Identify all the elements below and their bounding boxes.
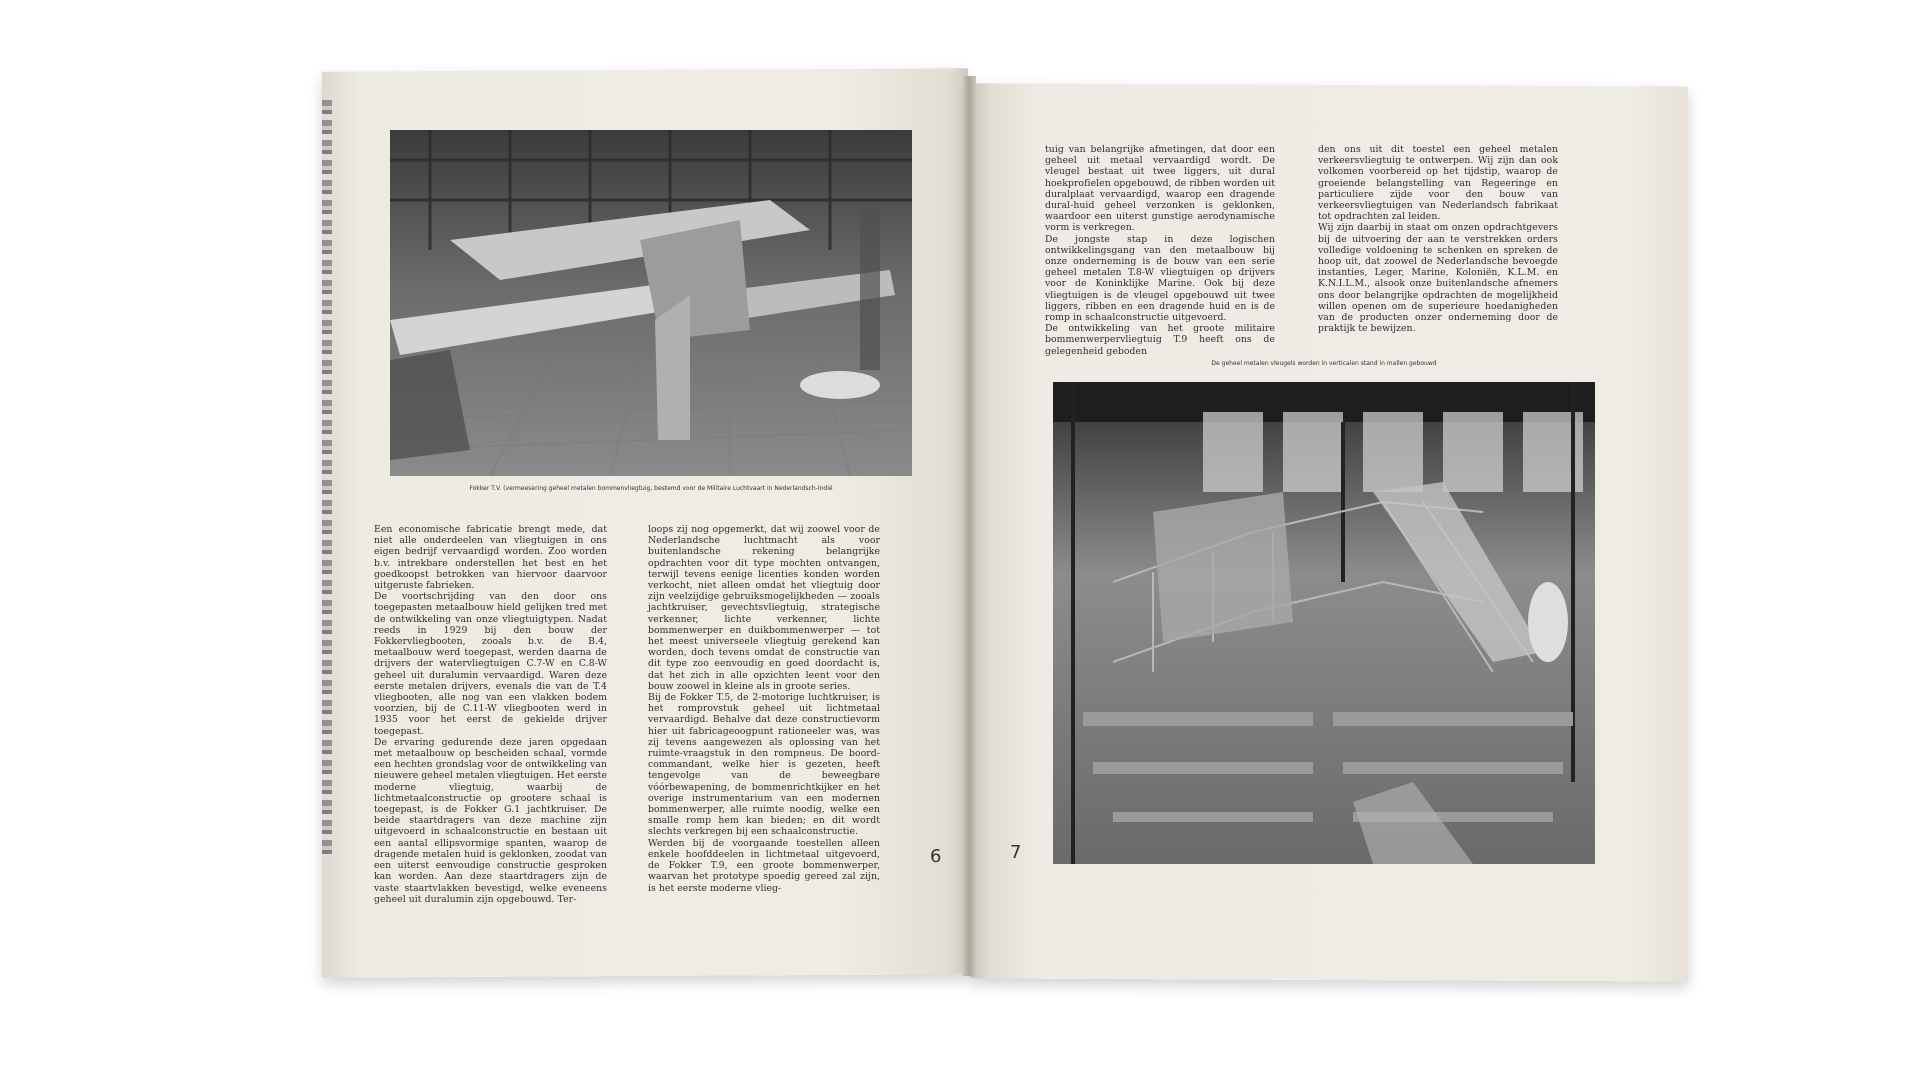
page-number: 6 [930,846,942,867]
photo-caption: De geheel metalen vleugels worden in verticalen stand in mallen gebouwd [1211,360,1437,367]
paragraph: De ontwikkeling van het groote militaire bommenwerpervliegtuig T.9 heeft ons de gelegenheid geboden [1045,323,1275,357]
paragraph: loops zij nog opgemerkt, dat wij zoowel voor de Nederlandsche luchtmacht als voor buitenlandsche rekening belangrijke opdrachten voor dit type mochten ontvangen, terwijl tevens eenige licenties konden worden verkocht, niet alleen omdat het vliegtuig door zijn veelzijdige gebruiksmogelijkheden — zooals jachtkruiser, gevechtsvliegtuig, strategische verkenner, lichte verkenner, lichte bommenwerper en duikbommenwerper — tot het meest universeele vliegtuig gerekend kan worden, doch tevens omdat de constructie van dit type zoo eenvoudig en goed doordacht is, dat het zich in alle opzichten leent voor den bouw zoowel in kleine als in groote series. [648,524,880,692]
paragraph: Een economische fabricatie brengt mede, dat niet alle onderdeelen van vliegtuigen in ons eigen bedrijf vervaardigd worden. Zoo worden b.v. intrekbare onderstellen het best en het goedkoopst betrokken van hiervoor daarvoor uitgeruste fabrieken. [374,524,607,592]
book-gutter [962,76,976,976]
text-column-right-1 [1045,144,1275,357]
paragraph: Wij zijn daarbij in staat om onzen opdrachtgevers bij de uitvoering der aan te verstrekken orders volledige voldoening te schenken en spreken de hoop uit, dat zoowel de Nederlandsche bevoegde instanties, Leger, Marine, Koloniën, K.L.M. en K.N.I.L.M., alsook onze buitenlandsche afnemers ons door belangrijke opdrachten de mogelijkheid willen openen om de superieure hoedanigheden van de producten onzer onderneming door de praktijk te bewijzen. [1318,222,1558,335]
paragraph: De voortschrijding van den door ons toegepasten metaalbouw hield gelijken tred met de ontwikkeling van onze vliegtuigtypen. Nadat reeds in 1929 bij den bouw der Fokkervliegbooten, zooals b.v. de B.4, metaalbouw werd toegepast, werden daarna de drijvers der watervliegtuigen C.7-W en C.8-W geheel uit duralumin vervaardigd. Waren deze eerste metalen drijvers, evenals die van de T.4 vliegbooten, alle nog van een vlakken bodem voorzien, bij de C.11-W vliegbooten werd in 1935 voor het eerst de gekielde drijver toegepast. [374,591,607,737]
photo-aircraft-assembly [390,130,912,476]
paragraph: Werden bij de voorgaande toestellen alleen enkele hoofddeelen in lichtmetaal uitgevoerd, de Fokker T.9, een groote bommenwerper, waarvan het prototype spoedig gereed zal zijn, is het eerste moderne vlieg- [648,837,880,894]
text-column-left-1 [374,524,608,905]
text-column-left-2 [648,524,880,894]
photo-wing-jigs [1053,382,1595,864]
text-column-right-2 [1318,144,1558,344]
photo-caption: Fokker T.V. (vermeesering geheel metalen bommenvliegtuig, bestemd voor de Militaire Luchtvaart in Nederlandsch-Indië [469,485,833,492]
page-edge [322,100,332,860]
paragraph: den ons uit dit toestel een geheel metalen verkeersvliegtuig te ontwerpen. Wij zijn dan ook volkomen voorbereid op het tijdstip, waarop de groeiende belangstelling van Regeeringe en particuliere zijde voor den bouw van verkeersvliegtuigen van Nederlandsch fabrikaat tot opdrachten zal leiden. [1318,144,1558,223]
page-number: 7 [1010,842,1022,863]
paragraph: Bij de Fokker T.5, de 2-motorige luchtkruiser, is het romprovstuk geheel uit lichtmetaal vervaardigd. Behalve dat deze constructievorm hier uit fabricageoogpunt rationeeler was, was zij tevens aangewezen als oplossing van het ruimte-vraagstuk in den rompneus. De boord-commandant, welke hier is gezeten, heeft tengevolge van de beweegbare vóórbewapening, de bommenrichtkijker en het overige instrumentarium van een modernen bommenwerper, alle ruimte noodig, welke een smalle romp hem kan bieden; en dit wordt slechts verkregen bij een schaalconstructie. [648,692,880,838]
paragraph: De jongste stap in deze logischen ontwikkelingsgang van den metaalbouw bij onze onderneming is de bouw van een serie geheel metalen T.8-W vliegtuigen op drijvers voor de Koninklijke Marine. Ook bij deze vliegtuigen is de vleugel opgebouwd uit twee liggers, ribben en een dragende huid en is de romp in schaalconstructie uitgevoerd. [1045,233,1275,324]
paragraph: tuig van belangrijke afmetingen, dat door een geheel uit metaal vervaardigd wordt. De vleugel bestaat uit twee liggers, uit dural hoekprofielen opgebouwd, de ribben worden uit duralplaat vervaardigd, waarop een dragende dural-huid geheel verzonken is geklonken, waardoor een uiterst gunstige aerodynamische vorm is verkregen. [1045,144,1275,234]
paragraph: De ervaring gedurende deze jaren opgedaan met metaalbouw op bescheiden schaal, vormde een hechten grondslag voor de ontwikkeling van nieuwere geheel metalen vliegtuigen. Het eerste moderne vliegtuig, waarbij de lichtmetaalconstructie op grootere schaal is toegepast, is de Fokker G.1 jachtkruiser. De beide staartdragers van deze machine zijn uitgevoerd in schaalconstructie en bestaan uit een aantal ellipsvormige spanten, waarop de dragende metalen huid is geklonken, zoodat van een uiterst eenvoudige constructie gesproken kan worden. Aan deze staartdragers zijn de vaste staartvlakken bevestigd, welke eveneens geheel uit duralumin zijn opgebouwd. Ter- [374,736,608,905]
